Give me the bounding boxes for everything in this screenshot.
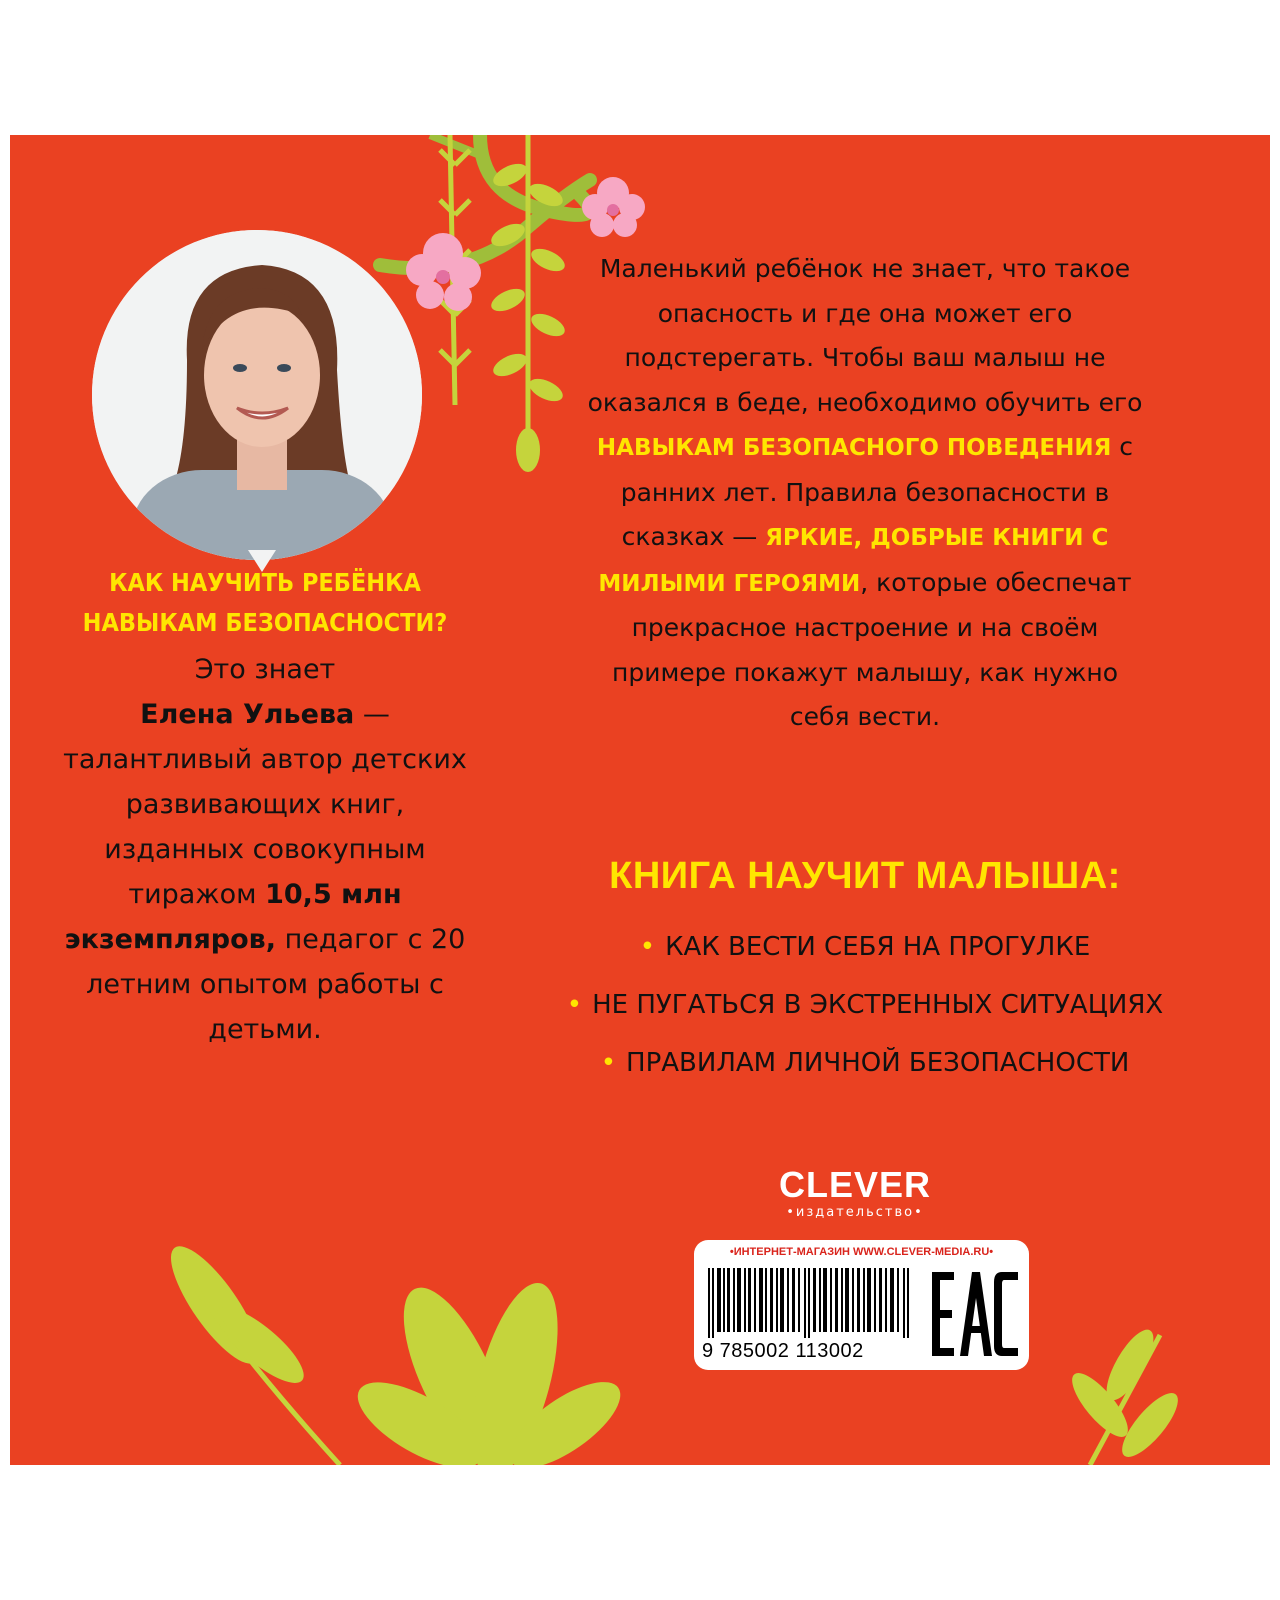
author-intro: Это знает bbox=[194, 654, 336, 685]
book-description bbox=[585, 247, 1145, 740]
skill-text: ПРАВИЛАМ ЛИЧНОЙ БЕЗОПАСНОСТИ bbox=[626, 1048, 1130, 1078]
author-photo-illustration bbox=[92, 230, 422, 560]
author-bio bbox=[60, 647, 470, 1052]
author-circulation: 10,5 млн экземпляров, bbox=[64, 879, 402, 955]
skill-text: КАК ВЕСТИ СЕБЯ НА ПРОГУЛКЕ bbox=[665, 932, 1091, 962]
author-info bbox=[60, 563, 470, 1052]
description-highlight-2: ЯРКИЕ, ДОБРЫЕ КНИГИ С МИЛЫМИ ГЕРОЯМИ bbox=[598, 525, 1109, 597]
author-bio-text: талантливый автор детских развивающих книг, изданных совокупным тиражом bbox=[63, 744, 467, 910]
skills-list bbox=[550, 925, 1180, 1099]
description-text-3: , которые обеспечат прекрасное настроение и на своём примере покажут малышу, как нужно себя вести. bbox=[611, 567, 1132, 731]
publisher-name: CLEVER bbox=[778, 1164, 932, 1205]
book-back-cover bbox=[10, 135, 1270, 1465]
description-text-2: с ранних лет. Правила безопасности в сказках — bbox=[620, 432, 1134, 551]
skill-item bbox=[550, 983, 1180, 1027]
bullet-dot-icon: • bbox=[600, 1048, 617, 1078]
author-photo bbox=[92, 230, 422, 560]
eac-mark-icon bbox=[930, 1268, 1020, 1360]
skill-item bbox=[550, 1041, 1180, 1085]
publisher-logo bbox=[765, 1165, 945, 1220]
publisher-subtitle: •издательство• bbox=[786, 1205, 924, 1220]
bullet-dot-icon: • bbox=[566, 990, 583, 1020]
shop-url: •ИНТЕРНЕТ-МАГАЗИН WWW.CLEVER-MEDIA.RU• bbox=[729, 1246, 994, 1258]
author-bio-text-2: педагог с 20 летним опытом работы с детьми. bbox=[86, 924, 466, 1045]
bullet-dot-icon: • bbox=[639, 932, 656, 962]
isbn-number: 9 785002 113002 bbox=[702, 1340, 864, 1362]
author-name: Елена Ульева bbox=[140, 699, 355, 730]
skills-heading: КНИГА НАУЧИТ МАЛЫША: bbox=[609, 855, 1121, 897]
description-text-1: Маленький ребёнок не знает, что такое опасность и где она может его подстерегать. Чтобы ваш малыш не оказался в беде, необходимо обучить его bbox=[587, 254, 1143, 417]
barcode-label bbox=[694, 1240, 1029, 1370]
author-dash: — bbox=[354, 699, 390, 730]
description-highlight-1: НАВЫКАМ БЕЗОПАСНОГО ПОВЕДЕНИЯ bbox=[596, 435, 1112, 461]
skill-text: НЕ ПУГАТЬСЯ В ЭКСТРЕННЫХ СИТУАЦИЯХ bbox=[592, 990, 1164, 1020]
barcode-icon bbox=[708, 1268, 913, 1338]
skill-item bbox=[550, 925, 1180, 969]
author-question: КАК НАУЧИТЬ РЕБЁНКА НАВЫКАМ БЕЗОПАСНОСТИ? bbox=[82, 568, 448, 637]
